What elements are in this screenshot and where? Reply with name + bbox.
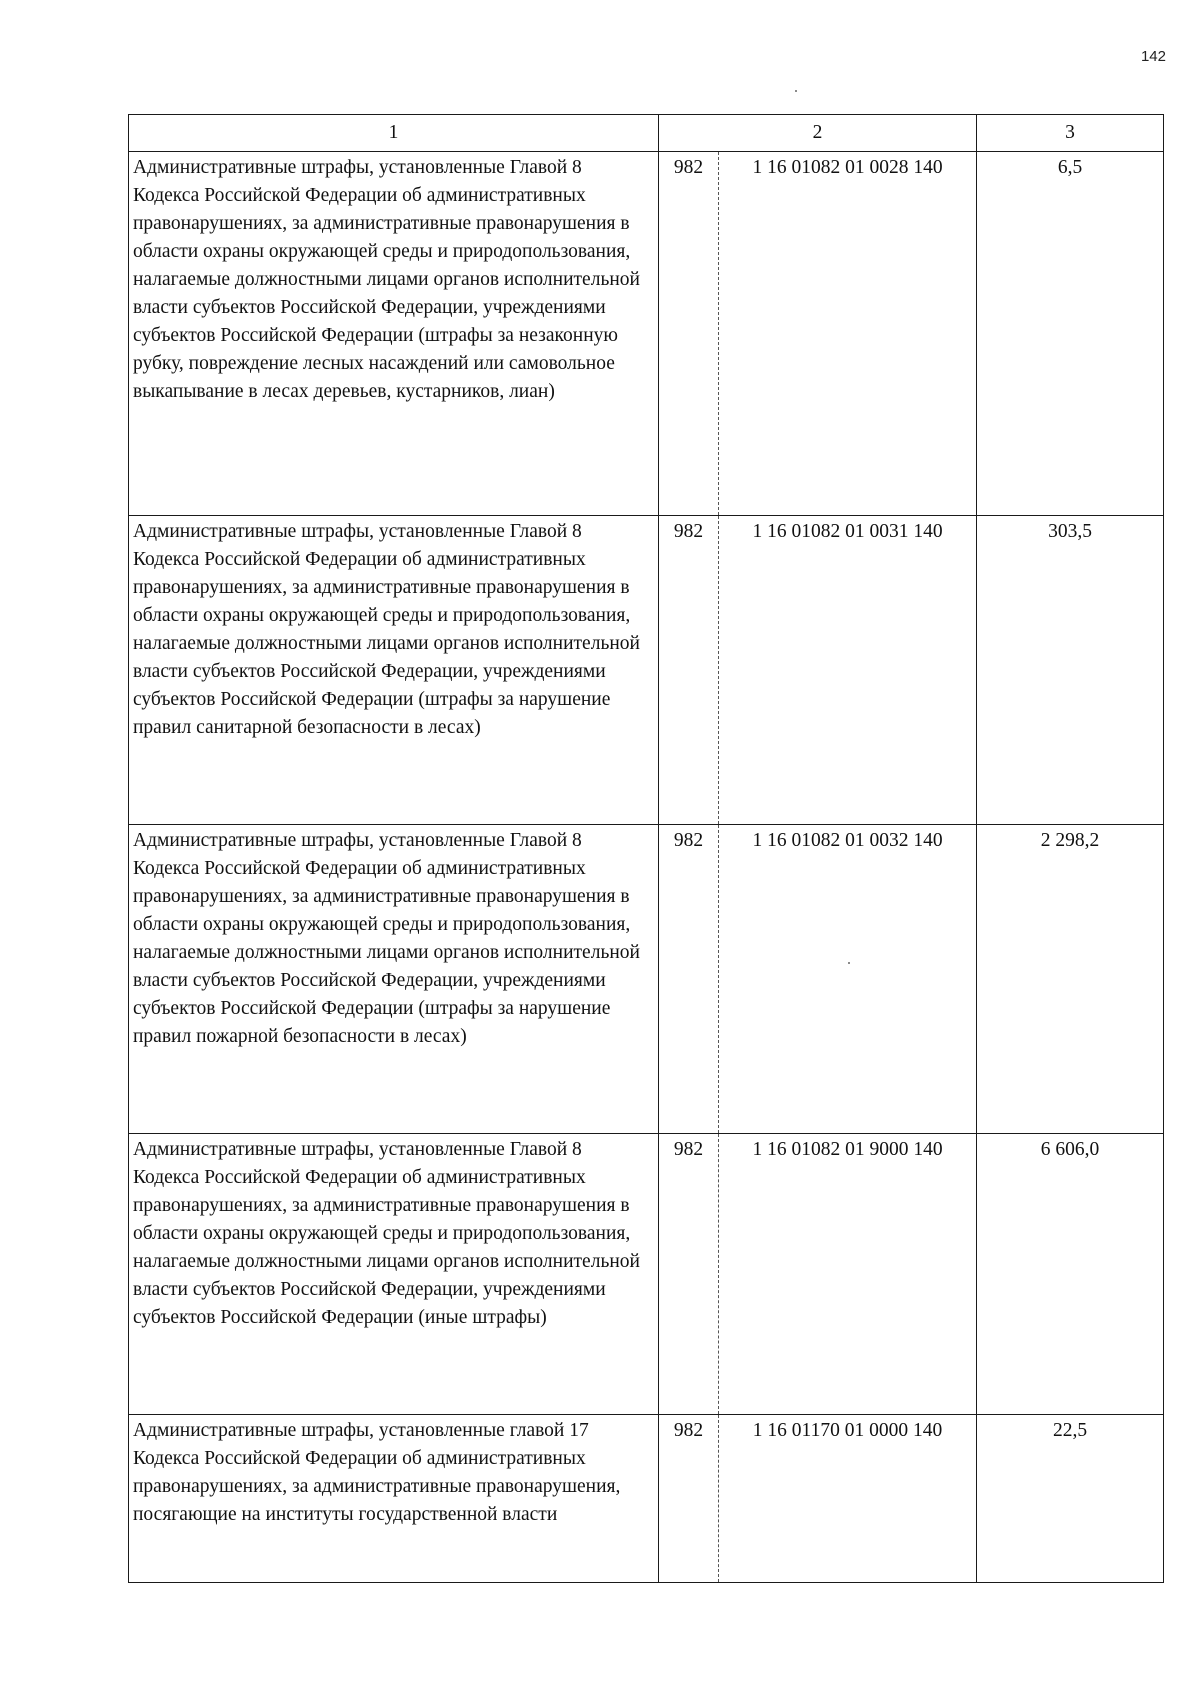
revenue-table — [128, 114, 1164, 1583]
table-row — [129, 1415, 1164, 1583]
row-amount: 6,5 — [977, 152, 1164, 516]
row-kbk-code: 1 16 01170 01 0000 140 — [719, 1415, 977, 1583]
row-amount: 22,5 — [977, 1415, 1164, 1583]
table-header-row — [129, 115, 1164, 152]
row-description: Административные штрафы, установленные главой 17 Кодекса Российской Федерации об административных правонарушениях, за административные правонарушения, посягающие на институты государственной власти — [129, 1415, 659, 1583]
row-kbk-code: 1 16 01082 01 9000 140 — [719, 1134, 977, 1415]
header-col-3: 3 — [977, 115, 1164, 152]
header-col-1: 1 — [129, 115, 659, 152]
row-admin-code: 982 — [659, 152, 719, 516]
row-amount: 2 298,2 — [977, 825, 1164, 1134]
row-description: Административные штрафы, установленные Главой 8 Кодекса Российской Федерации об административных правонарушениях, за административные правонарушения в области охраны окружающей среды и природопользования, налагаемые должностными лицами органов исполнительной власти субъектов Российской Федерации, учреждениями субъектов Российской Федерации (иные штрафы) — [129, 1134, 659, 1415]
page-number: 142 — [1140, 48, 1166, 65]
table-row — [129, 825, 1164, 1134]
row-admin-code: 982 — [659, 825, 719, 1134]
header-col-2: 2 — [659, 115, 977, 152]
row-amount: 303,5 — [977, 516, 1164, 825]
table-row — [129, 152, 1164, 516]
row-admin-code: 982 — [659, 1415, 719, 1583]
row-kbk-code: 1 16 01082 01 0028 140 — [719, 152, 977, 516]
row-description: Административные штрафы, установленные Главой 8 Кодекса Российской Федерации об административных правонарушениях, за административные правонарушения в области охраны окружающей среды и природопользования, налагаемые должностными лицами органов исполнительной власти субъектов Российской Федерации, учреждениями субъектов Российской Федерации (штрафы за нарушение правил санитарной безопасности в лесах) — [129, 516, 659, 825]
scan-speck — [795, 90, 797, 92]
table-row — [129, 1134, 1164, 1415]
row-description: Административные штрафы, установленные Главой 8 Кодекса Российской Федерации об административных правонарушениях, за административные правонарушения в области охраны окружающей среды и природопользования, налагаемые должностными лицами органов исполнительной власти субъектов Российской Федерации, учреждениями субъектов Российской Федерации (штрафы за нарушение правил пожарной безопасности в лесах) — [129, 825, 659, 1134]
row-admin-code: 982 — [659, 1134, 719, 1415]
row-kbk-code: 1 16 01082 01 0031 140 — [719, 516, 977, 825]
row-description: Административные штрафы, установленные Главой 8 Кодекса Российской Федерации об административных правонарушениях, за административные правонарушения в области охраны окружающей среды и природопользования, налагаемые должностными лицами органов исполнительной власти субъектов Российской Федерации, учреждениями субъектов Российской Федерации (штрафы за незаконную рубку, повреждение лесных насаждений или самовольное выкапывание в лесах деревьев, кустарников, лиан) — [129, 152, 659, 516]
row-kbk-code: 1 16 01082 01 0032 140 — [719, 825, 977, 1134]
row-admin-code: 982 — [659, 516, 719, 825]
row-amount: 6 606,0 — [977, 1134, 1164, 1415]
table-row — [129, 516, 1164, 825]
